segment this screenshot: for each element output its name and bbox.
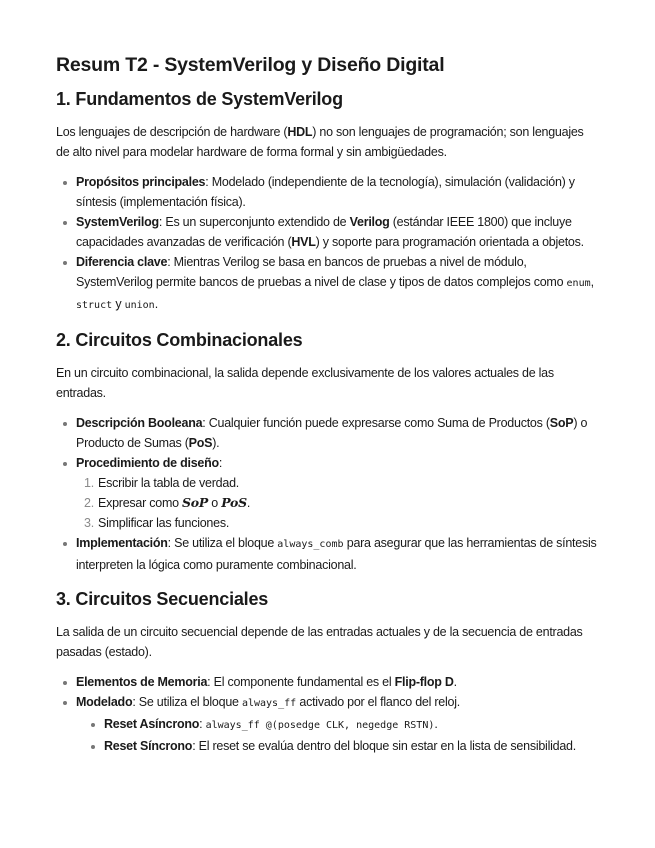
list-item: Propósitos principales: Modelado (independiente de la tecnología), simulación (validación) y síntesis (implementación física). xyxy=(76,172,599,212)
code-always-ff: always_ff xyxy=(241,698,297,709)
section-2-intro: En un circuito combinacional, la salida depende exclusivamente de los valores actuales de las entradas. xyxy=(56,366,554,400)
design-steps-list xyxy=(76,473,599,533)
code-union: union xyxy=(124,300,155,311)
list-item: SystemVerilog: Es un superconjunto extendido de Verilog (estándar IEEE 1800) que incluye capacidades avanzadas de verificación (HVL) y soporte para programación orientada a objetos. xyxy=(76,212,599,252)
step-item: 1. Escribir la tabla de verdad. xyxy=(84,476,239,490)
list-item: Modelado: Se utiliza el bloque always_ff activado por el flanco del reloj. Reset Asíncrono: always_ff @(posedge CLK, negedge RSTN). Reset Síncrono: El reset se evalúa dentro del bloque sin estar en la lista de sensibilidad. xyxy=(76,692,599,756)
code-enum: enum xyxy=(566,278,591,289)
list-item: Reset Asíncrono: always_ff @(posedge CLK, negedge RSTN). xyxy=(104,714,599,736)
document-title: Resum T2 - SystemVerilog y Diseño Digital xyxy=(56,54,445,76)
list-item: Diferencia clave: Mientras Verilog se basa en bancos de pruebas a nivel de módulo, SystemVerilog permite bancos de pruebas a nivel de clase y tipos de datos complejos como enum, struct y union. xyxy=(76,252,599,316)
list-item: Descripción Booleana: Cualquier función puede expresarse como Suma de Productos (SoP) o Producto de Sumas (PoS). xyxy=(76,413,599,453)
section-1-intro: Los lenguajes de descripción de hardware (HDL) no son lenguajes de programación; son lenguajes de alto nivel para modelar hardware de forma formal y sin ambigüedades. xyxy=(56,125,584,159)
math-sop: SoP xyxy=(182,495,209,510)
section-1-heading: 1. Fundamentos de SystemVerilog xyxy=(56,89,343,109)
section-2-heading: 2. Circuitos Combinacionales xyxy=(56,330,303,350)
code-struct: struct xyxy=(76,300,113,311)
reset-types-list xyxy=(76,714,599,756)
section-3-intro: La salida de un circuito secuencial depende de las entradas actuales y de la secuencia de entradas pasadas (estado). xyxy=(56,625,583,659)
list-item: Procedimiento de diseño: 1. Escribir la tabla de verdad. 2. Expresar como SoP o PoS. 3. Simplificar las funciones. xyxy=(76,453,599,533)
code-always-comb: always_comb xyxy=(277,539,344,550)
list-item: Elementos de Memoria: El componente fundamental es el Flip-flop D. xyxy=(76,672,599,692)
step-item: 3. Simplificar las funciones. xyxy=(84,516,230,530)
list-item: Reset Síncrono: El reset se evalúa dentro del bloque sin estar en la lista de sensibilidad. xyxy=(104,736,599,756)
step-item: 2. Expresar como SoP o PoS. xyxy=(84,495,251,510)
math-pos: PoS xyxy=(221,495,247,510)
section-2-list xyxy=(56,413,599,575)
list-item: Implementación: Se utiliza el bloque always_comb para asegurar que las herramientas de síntesis interpreten la lógica como puramente combinacional. xyxy=(76,533,599,575)
code-async-reset: always_ff @(posedge CLK, negedge RSTN) xyxy=(205,720,435,731)
section-3-heading: 3. Circuitos Secuenciales xyxy=(56,589,269,609)
section-1-list xyxy=(56,172,599,316)
section-3-list xyxy=(56,672,599,756)
